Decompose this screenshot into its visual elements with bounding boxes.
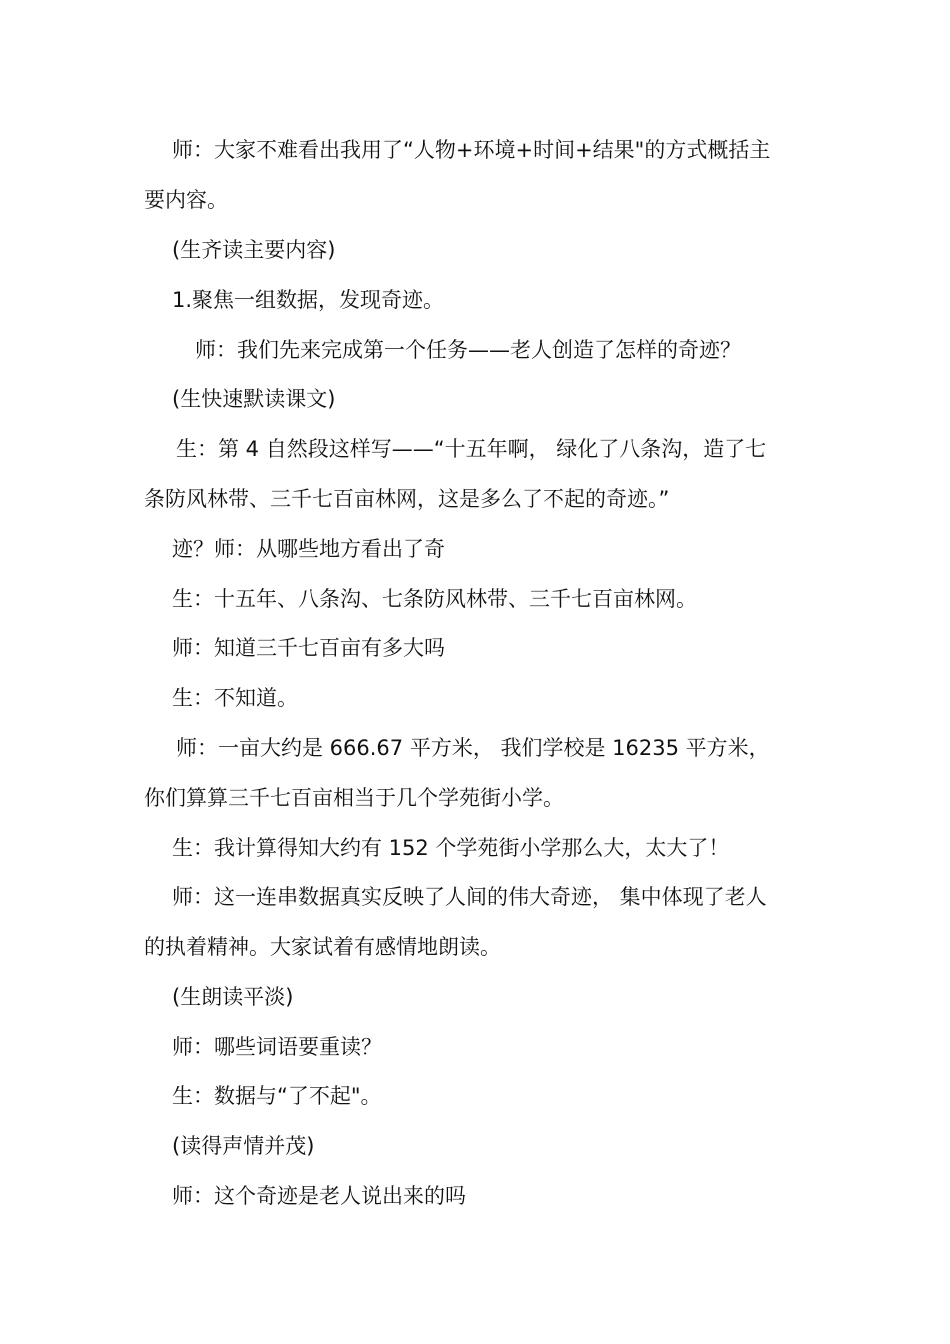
paragraph-line-12: 生：不知道。 xyxy=(172,686,298,710)
paragraph-line-1: 师：大家不难看出我用了“人物+环境+时间+结果"的方式概括主 xyxy=(172,138,771,162)
paragraph-line-14: 你们算算三千七百亩相当于几个学苑街小学。 xyxy=(144,786,564,810)
paragraph-line-7: 生：第 4 自然段这样写——“十五年啊， 绿化了八条沟，造了七 xyxy=(176,437,767,461)
paragraph-line-3: (生齐读主要内容) xyxy=(172,238,336,262)
paragraph-line-13: 师：一亩大约是 666.67 平方米， 我们学校是 16235 平方米， xyxy=(176,736,770,760)
paragraph-line-17: 的执着精神。大家试着有感情地朗读。 xyxy=(144,935,501,959)
paragraph-line-20: 生：数据与“了不起"。 xyxy=(172,1084,382,1108)
paragraph-line-2: 要内容。 xyxy=(144,188,228,212)
paragraph-line-9: 迹？师：从哪些地方看出了奇 xyxy=(172,537,445,561)
paragraph-line-10: 生：十五年、八条沟、七条防风林带、三千七百亩林网。 xyxy=(172,587,697,611)
paragraph-line-15: 生：我计算得知大约有 152 个学苑街小学那么大，太大了！ xyxy=(172,836,730,860)
paragraph-line-11: 师：知道三千七百亩有多大吗 xyxy=(172,636,445,660)
paragraph-line-18: (生朗读平淡) xyxy=(172,985,294,1009)
paragraph-line-22: 师：这个奇迹是老人说出来的吗 xyxy=(172,1184,466,1208)
paragraph-line-19: 师：哪些词语要重读？ xyxy=(172,1035,382,1059)
paragraph-line-8: 条防风林带、三千七百亩林网，这是多么了不起的奇迹。” xyxy=(144,487,670,511)
paragraph-line-5: 师：我们先来完成第一个任务——老人创造了怎样的奇迹？ xyxy=(195,338,741,362)
paragraph-line-21: (读得声情并茂) xyxy=(172,1134,315,1158)
paragraph-line-4: 1.聚焦一组数据，发现奇迹。 xyxy=(172,288,445,312)
paragraph-line-6: (生快速默读课文) xyxy=(172,387,336,411)
paragraph-line-16: 师：这一连串数据真实反映了人间的伟大奇迹， 集中体现了老人 xyxy=(172,885,767,909)
